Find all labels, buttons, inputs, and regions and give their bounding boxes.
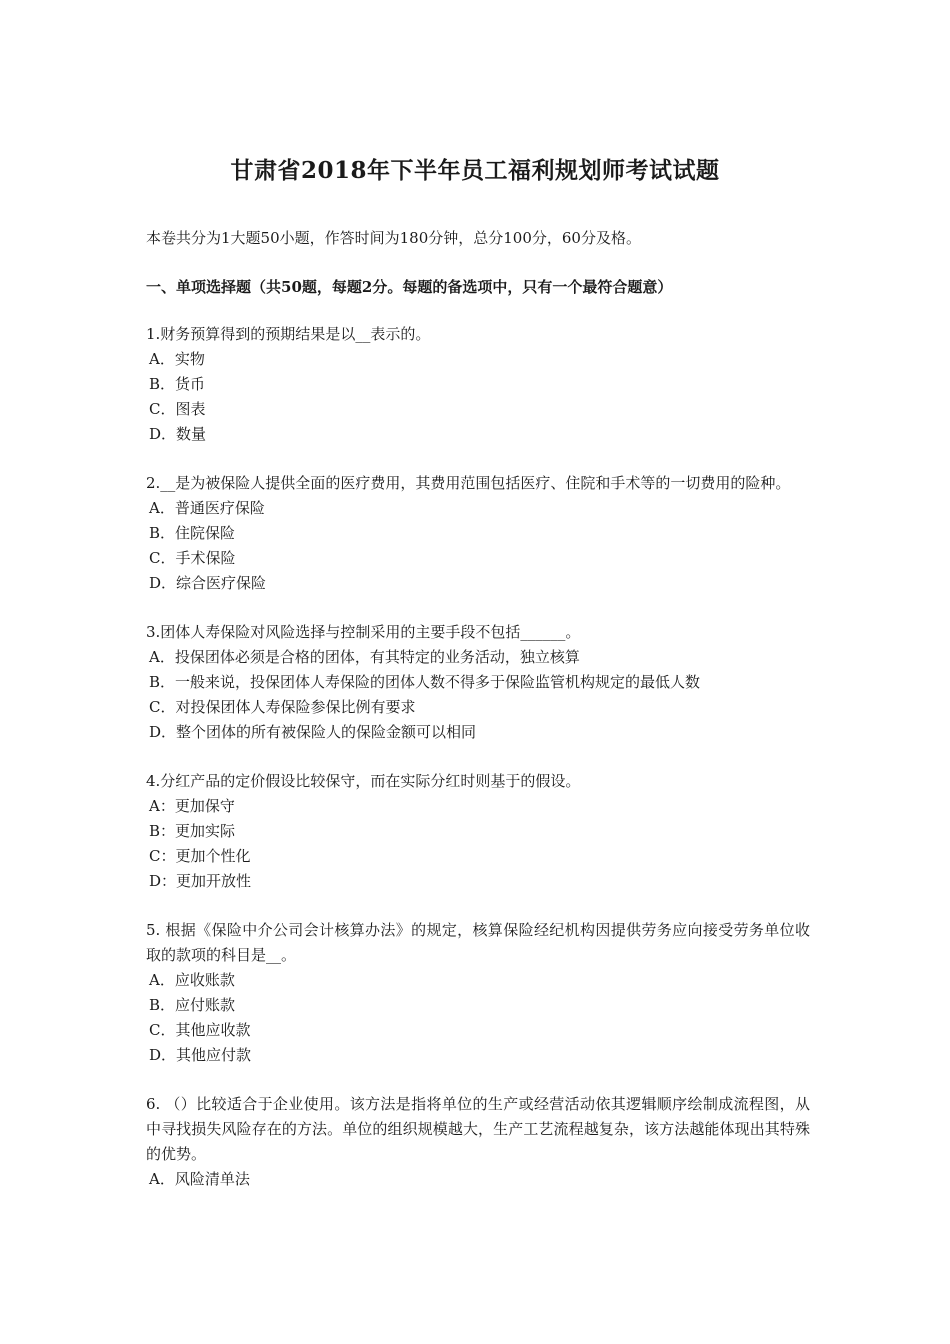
answer-option: C．对投保团体人寿保险参保比例有要求 <box>149 698 416 716</box>
answer-option: D：更加开放性 <box>149 872 252 890</box>
question-block <box>146 471 810 596</box>
answer-option: B．住院保险 <box>149 524 236 542</box>
answer-option: C．其他应收款 <box>149 1021 251 1039</box>
question-block <box>146 1092 810 1192</box>
answer-option: B．货币 <box>149 375 206 393</box>
question-text: 4.分红产品的定价假设比较保守，而在实际分红时则基于的假设。 <box>146 772 581 790</box>
question-block <box>146 918 810 1068</box>
answer-option: C．图表 <box>149 400 206 418</box>
exam-intro: 本卷共分为1大题50小题，作答时间为180分钟，总分100分，60分及格。 <box>146 229 641 247</box>
answer-option: B：更加实际 <box>149 822 236 840</box>
answer-option: C：更加个性化 <box>149 847 251 865</box>
question-text: 3.团体人寿保险对风险选择与控制采用的主要手段不包括______。 <box>146 623 581 641</box>
answer-option: D．其他应付款 <box>149 1046 252 1064</box>
question-list <box>146 322 810 1216</box>
question-text: 2.__是为被保险人提供全面的医疗费用，其费用范围包括医疗、住院和手术等的一切费用的险种。 <box>146 474 791 492</box>
answer-option: C．手术保险 <box>149 549 236 567</box>
question-text: 1.财务预算得到的预期结果是以__表示的。 <box>146 325 431 343</box>
question-text: 6. （）比较适合于企业使用。该方法是指将单位的生产或经营活动依其逻辑顺序绘制成流程图，从中寻找损失风险存在的方法。单位的组织规模越大，生产工艺流程越复杂，该方法越能体现出其特殊的优势。 <box>146 1095 810 1163</box>
answer-option: B．一般来说，投保团体人寿保险的团体人数不得多于保险监管机构规定的最低人数 <box>149 673 701 691</box>
answer-option: D．综合医疗保险 <box>149 574 267 592</box>
answer-option: A．实物 <box>149 350 205 368</box>
answer-option: A．风险清单法 <box>149 1170 250 1188</box>
answer-option: A．普通医疗保险 <box>149 499 265 517</box>
question-block <box>146 769 810 894</box>
question-text: 5. 根据《保险中介公司会计核算办法》的规定，核算保险经纪机构因提供劳务应向接受劳务单位收取的款项的科目是__。 <box>146 921 810 964</box>
answer-option: A．应收账款 <box>149 971 235 989</box>
answer-option: A．投保团体必须是合格的团体，有其特定的业务活动，独立核算 <box>149 648 580 666</box>
document-title: 甘肃省2018年下半年员工福利规划师考试试题 <box>230 157 720 184</box>
answer-option: D．整个团体的所有被保险人的保险金额可以相同 <box>149 723 477 741</box>
answer-option: A：更加保守 <box>149 797 235 815</box>
question-block <box>146 322 810 447</box>
answer-option: B．应付账款 <box>149 996 236 1014</box>
section-heading: 一、单项选择题（共50题，每题2分。每题的备选项中，只有一个最符合题意） <box>146 278 673 296</box>
answer-option: D．数量 <box>149 425 207 443</box>
question-block <box>146 620 810 745</box>
